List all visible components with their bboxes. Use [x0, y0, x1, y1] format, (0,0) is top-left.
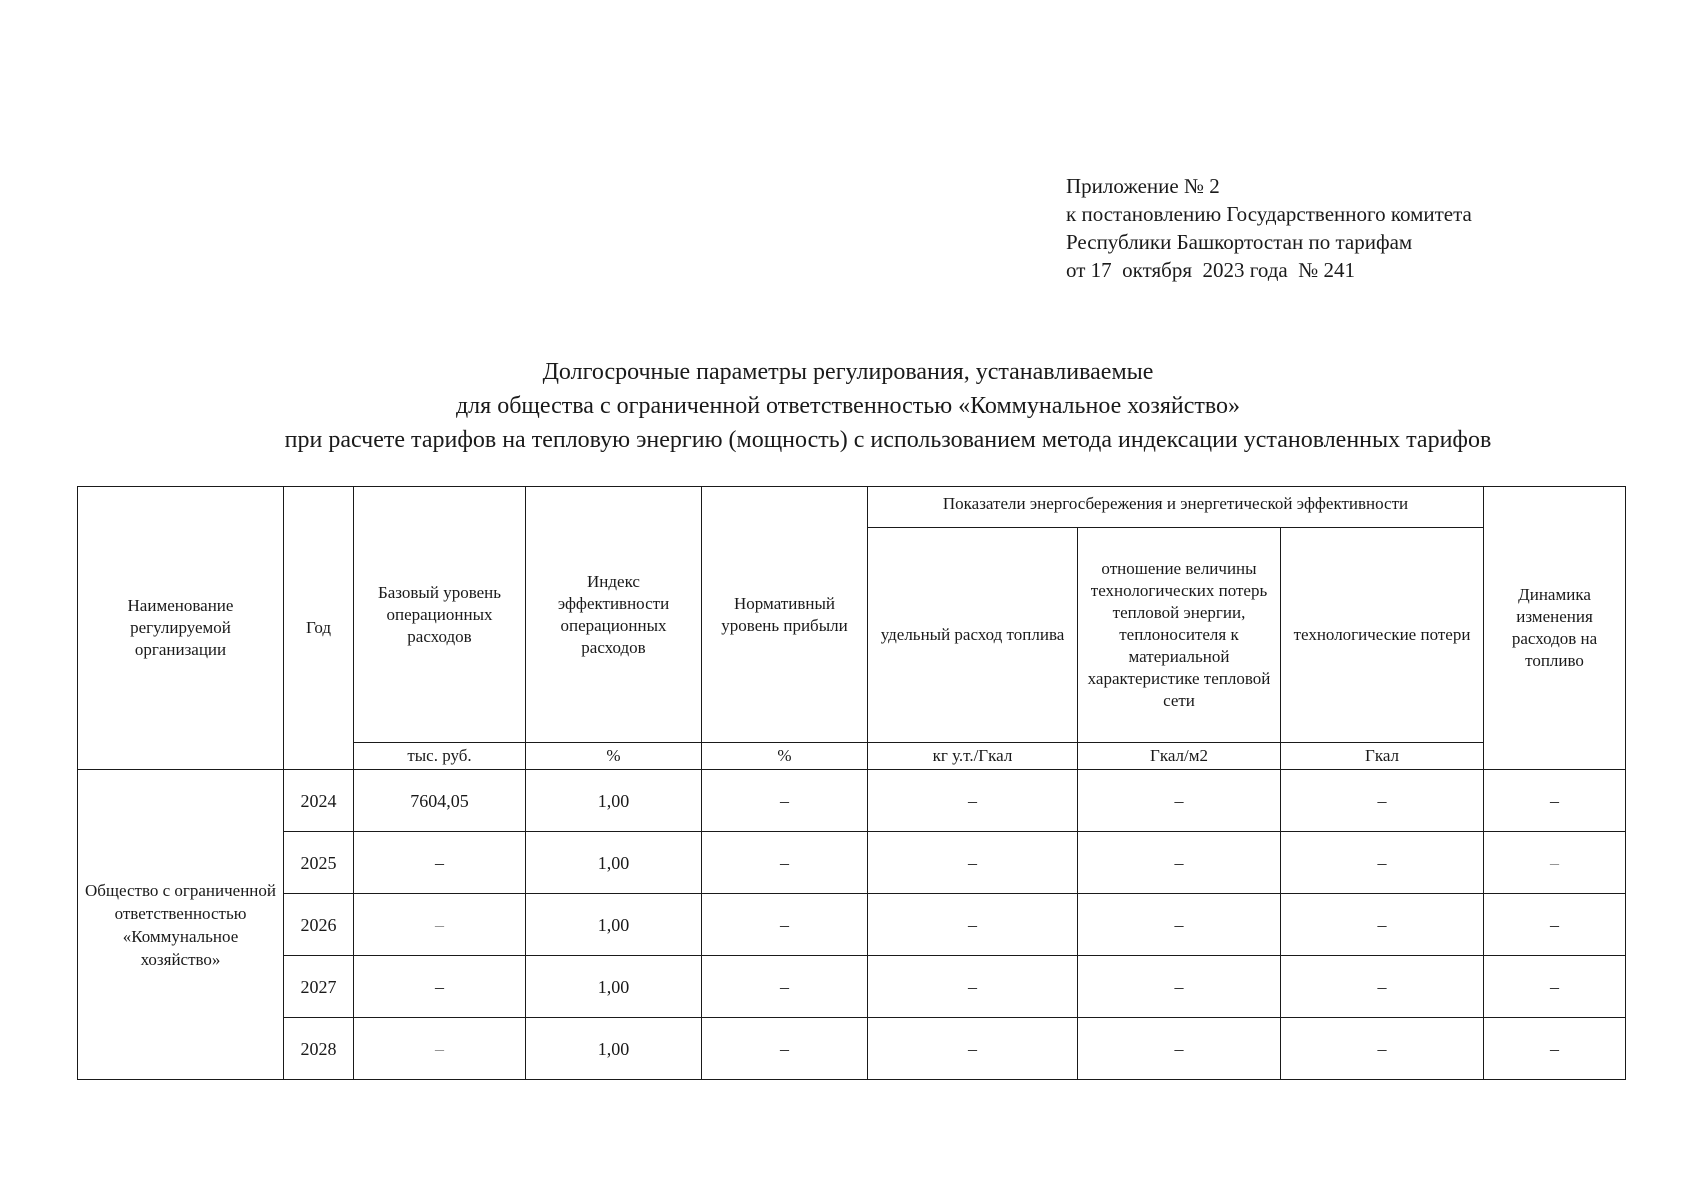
- profit-level-cell: –: [702, 1018, 868, 1080]
- header-base-opex: Базовый уровень операционных расходов: [354, 487, 526, 743]
- unit-fuel-rate: кг у.т./Гкал: [868, 743, 1078, 770]
- table-row: [78, 894, 1626, 956]
- profit-level-cell: –: [702, 956, 868, 1018]
- tech-losses-cell: –: [1281, 770, 1484, 832]
- unit-base-opex: тыс. руб.: [354, 743, 526, 770]
- profit-level-cell: –: [702, 770, 868, 832]
- base-opex-cell: –: [354, 1018, 526, 1080]
- title-line-3: при расчете тарифов на тепловую энергию (мощность) с использованием метода индексации установленных тарифов: [284, 427, 1492, 453]
- base-opex-cell: –: [354, 832, 526, 894]
- base-opex-cell: 7604,05: [354, 770, 526, 832]
- fuel-dynamics-cell: –: [1484, 770, 1626, 832]
- year-cell: 2025: [284, 832, 354, 894]
- fuel-dynamics-cell: –: [1484, 1018, 1626, 1080]
- fuel-dynamics-cell: –: [1484, 956, 1626, 1018]
- unit-efficiency-index: %: [526, 743, 702, 770]
- unit-loss-ratio: Гкал/м2: [1078, 743, 1281, 770]
- year-cell: 2028: [284, 1018, 354, 1080]
- org-name-cell: Общество с ограниченной ответственностью «Коммунальное хозяйство»: [78, 770, 284, 1080]
- table-row: [78, 770, 1626, 832]
- fuel-rate-cell: –: [868, 1018, 1078, 1080]
- appendix-line: к постановлению Государственного комитета: [1066, 202, 1472, 226]
- table-row: [78, 1018, 1626, 1080]
- fuel-rate-cell: –: [868, 894, 1078, 956]
- unit-tech-losses: Гкал: [1281, 743, 1484, 770]
- document-title: [0, 355, 1696, 457]
- efficiency-index-cell: 1,00: [526, 770, 702, 832]
- loss-ratio-cell: –: [1078, 832, 1281, 894]
- fuel-rate-cell: –: [868, 832, 1078, 894]
- tech-losses-cell: –: [1281, 956, 1484, 1018]
- tech-losses-cell: –: [1281, 832, 1484, 894]
- fuel-dynamics-cell: –: [1484, 832, 1626, 894]
- tech-losses-cell: –: [1281, 894, 1484, 956]
- appendix-line: от 17 октября 2023 года № 241: [1066, 258, 1356, 282]
- header-fuel-dynamics: Динамика изменения расходов на топливо: [1484, 487, 1626, 770]
- loss-ratio-cell: –: [1078, 770, 1281, 832]
- header-energy-group: Показатели энергосбережения и энергетической эффективности: [868, 487, 1484, 528]
- header-loss-ratio: отношение величины технологических потерь тепловой энергии, теплоносителя к материальной характеристике тепловой сети: [1078, 528, 1281, 743]
- tech-losses-cell: –: [1281, 1018, 1484, 1080]
- title-line-2: для общества с ограниченной ответственностью «Коммунальное хозяйство»: [455, 393, 1241, 419]
- profit-level-cell: –: [702, 894, 868, 956]
- year-cell: 2026: [284, 894, 354, 956]
- base-opex-cell: –: [354, 894, 526, 956]
- fuel-rate-cell: –: [868, 770, 1078, 832]
- table-row: [78, 956, 1626, 1018]
- header-org: Наименование регулируемой организации: [78, 487, 284, 770]
- appendix-line: Республики Башкортостан по тарифам: [1066, 230, 1413, 254]
- efficiency-index-cell: 1,00: [526, 956, 702, 1018]
- appendix-line: Приложение № 2: [1066, 174, 1220, 198]
- fuel-dynamics-cell: –: [1484, 894, 1626, 956]
- header-tech-losses: технологические потери: [1281, 528, 1484, 743]
- header-efficiency-index: Индекс эффективности операционных расходов: [526, 487, 702, 743]
- header-fuel-rate: удельный расход топлива: [868, 528, 1078, 743]
- header-profit-level: Нормативный уровень прибыли: [702, 487, 868, 743]
- appendix-block: [1066, 172, 1472, 284]
- efficiency-index-cell: 1,00: [526, 1018, 702, 1080]
- fuel-rate-cell: –: [868, 956, 1078, 1018]
- efficiency-index-cell: 1,00: [526, 832, 702, 894]
- year-cell: 2024: [284, 770, 354, 832]
- loss-ratio-cell: –: [1078, 956, 1281, 1018]
- efficiency-index-cell: 1,00: [526, 894, 702, 956]
- loss-ratio-cell: –: [1078, 1018, 1281, 1080]
- loss-ratio-cell: –: [1078, 894, 1281, 956]
- table-row: [78, 832, 1626, 894]
- year-cell: 2027: [284, 956, 354, 1018]
- title-line-1: Долгосрочные параметры регулирования, устанавливаемые: [542, 359, 1154, 385]
- unit-profit-level: %: [702, 743, 868, 770]
- profit-level-cell: –: [702, 832, 868, 894]
- parameters-table: [77, 486, 1626, 1080]
- header-year: Год: [284, 487, 354, 770]
- base-opex-cell: –: [354, 956, 526, 1018]
